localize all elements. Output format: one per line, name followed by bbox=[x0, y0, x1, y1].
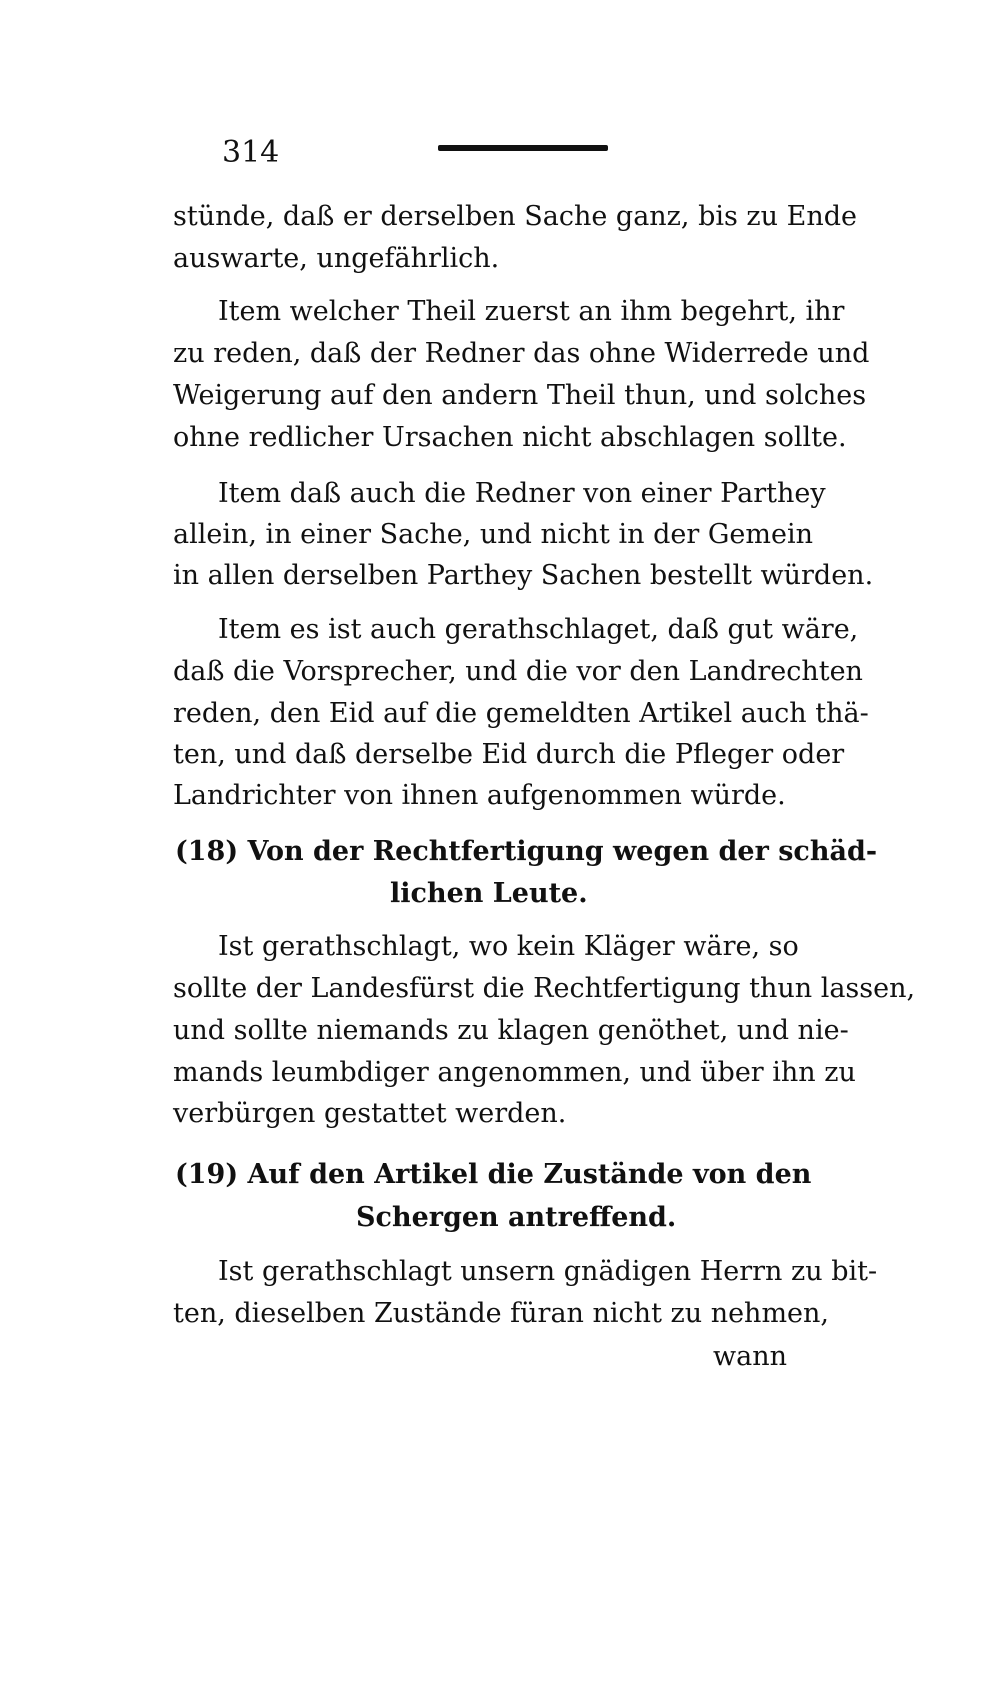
text-line: Item daß auch die Redner von einer Parthey bbox=[218, 478, 826, 509]
text-line: mands leumbdiger angenommen, und über ihn zu bbox=[173, 1057, 856, 1088]
text-line: zu reden, daß der Redner das ohne Widerrede und bbox=[173, 338, 870, 369]
text-line: ten, dieselben Zustände füran nicht zu nehmen, bbox=[173, 1298, 830, 1329]
text-line: verbürgen gestattet werden. bbox=[173, 1098, 567, 1129]
text-line: ohne redlicher Ursachen nicht abschlagen sollte. bbox=[173, 422, 847, 453]
text-line: und sollte niemands zu klagen genöthet, und nie- bbox=[173, 1015, 849, 1046]
text-line: daß die Vorsprecher, und die vor den Landrechten bbox=[173, 656, 863, 687]
text-line: auswarte, ungefährlich. bbox=[173, 243, 500, 274]
text-line: in allen derselben Parthey Sachen bestellt würden. bbox=[173, 560, 874, 591]
section-heading: (18) Von der Rechtfertigung wegen der schäd- bbox=[175, 836, 878, 867]
text-line: sollte der Landesfürst die Rechtfertigung thun lassen, bbox=[173, 973, 916, 1004]
section-heading: lichen Leute. bbox=[390, 878, 588, 909]
catchword: wann bbox=[713, 1341, 787, 1372]
header-rule bbox=[438, 145, 608, 151]
text-line: Item welcher Theil zuerst an ihm begehrt, ihr bbox=[218, 296, 845, 327]
page-number: 314 bbox=[222, 135, 280, 170]
text-line: Weigerung auf den andern Theil thun, und solches bbox=[173, 380, 867, 411]
text-line: stünde, daß er derselben Sache ganz, bis zu Ende bbox=[173, 201, 857, 232]
text-line: Landrichter von ihnen aufgenommen würde. bbox=[173, 780, 786, 811]
text-line: Ist gerathschlagt, wo kein Kläger wäre, so bbox=[218, 931, 799, 962]
text-line: allein, in einer Sache, und nicht in der Gemein bbox=[173, 519, 813, 550]
text-line: reden, den Eid auf die gemeldten Artikel auch thä- bbox=[173, 698, 869, 729]
section-heading: (19) Auf den Artikel die Zustände von den bbox=[175, 1159, 812, 1190]
text-line: Item es ist auch gerathschlaget, daß gut wäre, bbox=[218, 614, 859, 645]
text-line: ten, und daß derselbe Eid durch die Pfleger oder bbox=[173, 739, 845, 770]
text-line: Ist gerathschlagt unsern gnädigen Herrn zu bit- bbox=[218, 1256, 878, 1287]
section-heading: Schergen antreffend. bbox=[356, 1202, 677, 1233]
